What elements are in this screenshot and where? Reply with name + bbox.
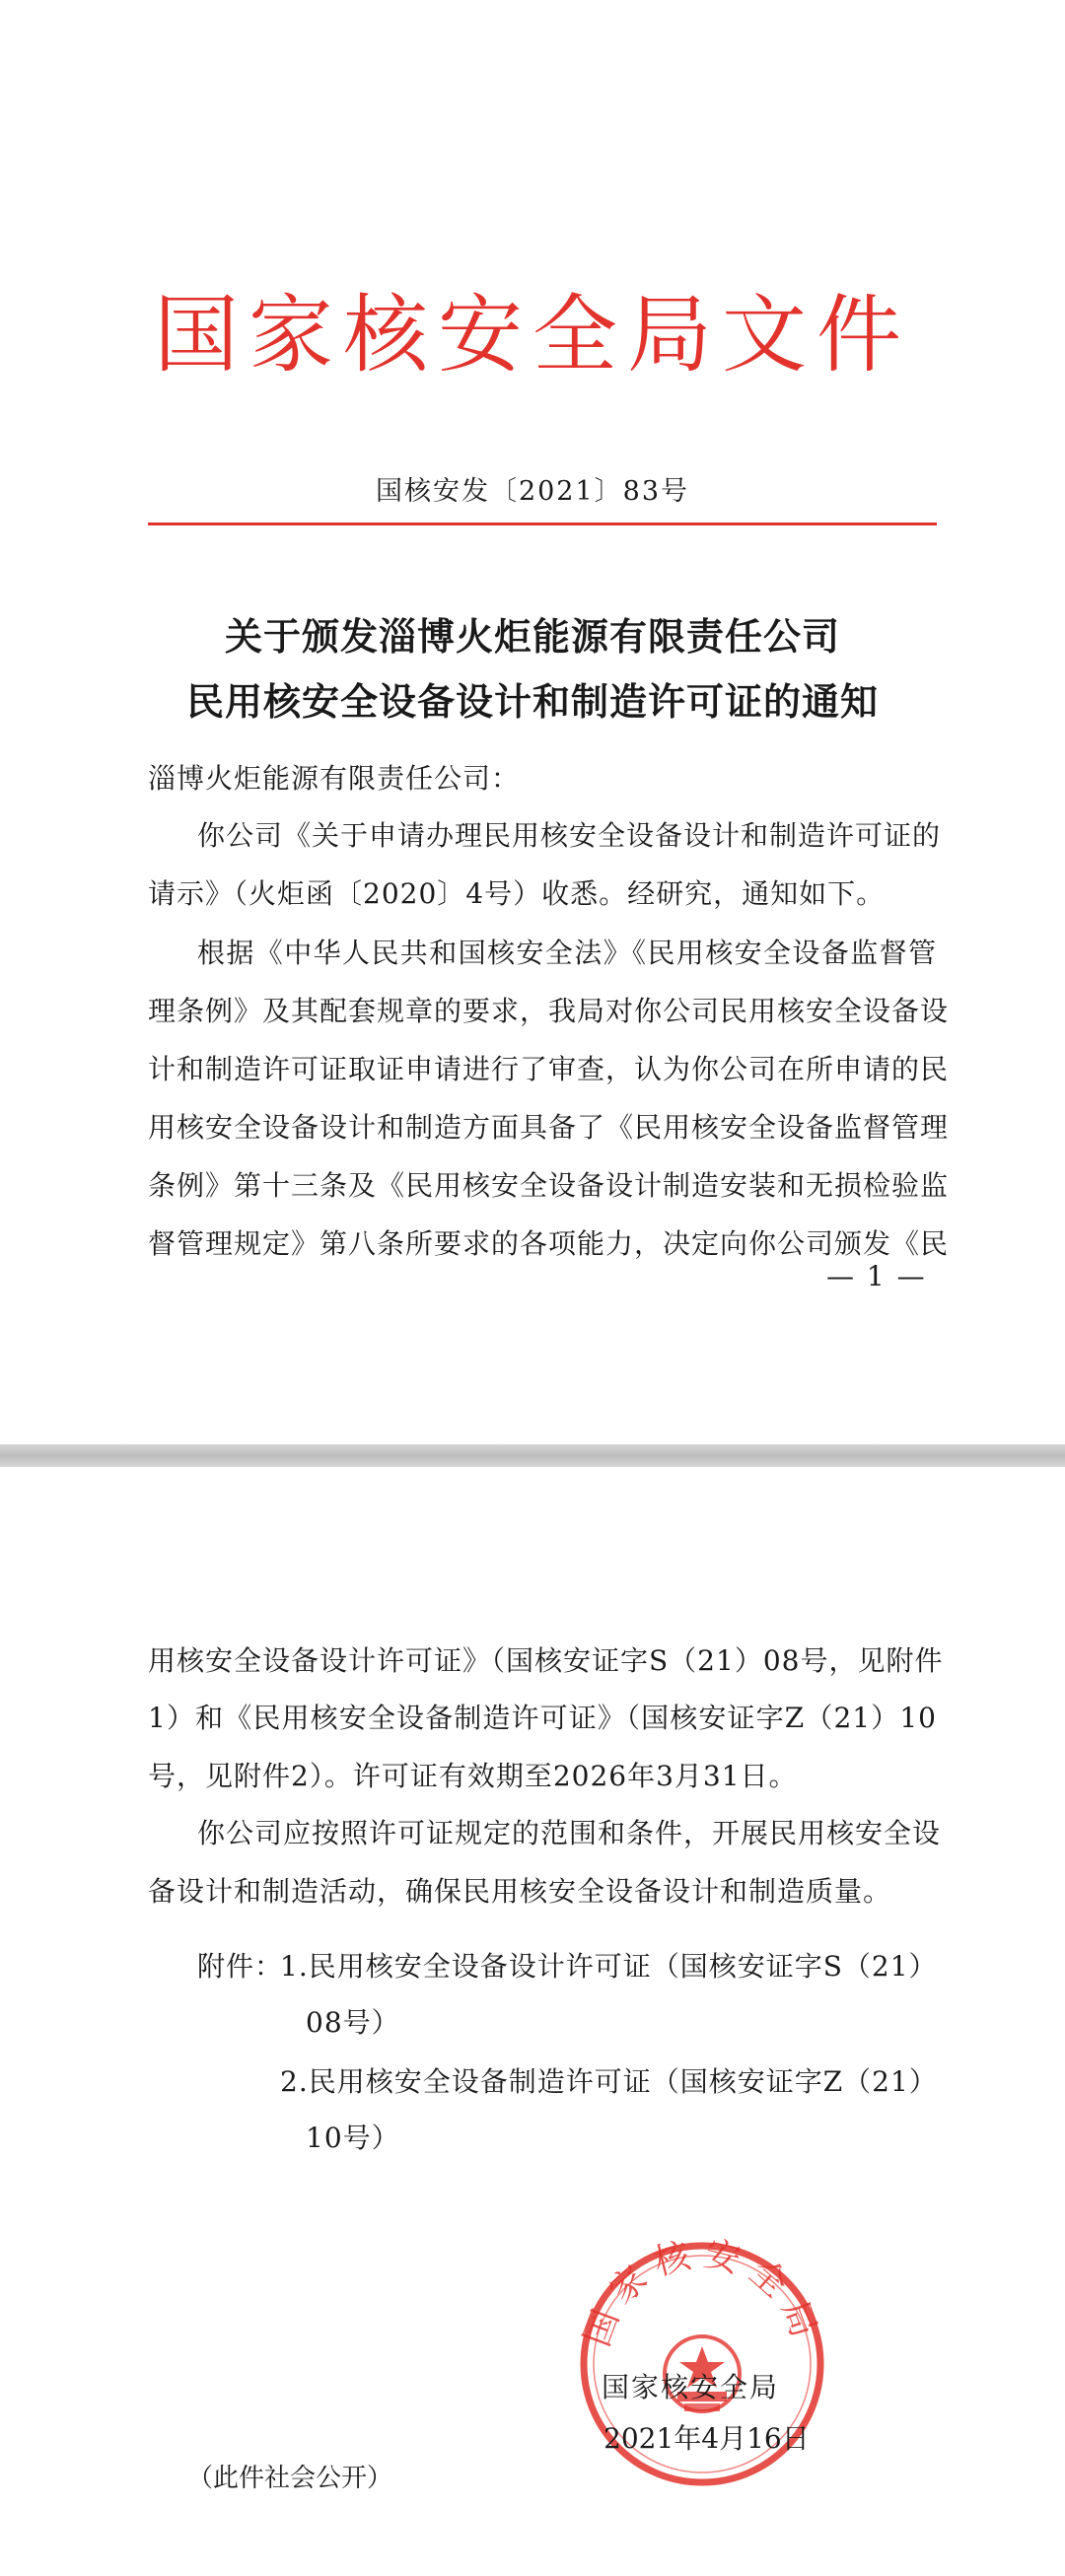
attachment-item-1-cont: 08号） <box>306 2006 400 2039</box>
red-divider <box>148 522 937 525</box>
paragraph-line: 根据《中华人民共和国核安全法》《民用核安全设备监督管 <box>197 937 937 969</box>
public-disclosure-note: （此件社会公开） <box>187 2464 393 2493</box>
page-separator <box>0 1444 1065 1467</box>
issue-date: 2021年4月16日 <box>604 2422 810 2455</box>
seal-text: 国家核安全局 <box>577 2236 827 2352</box>
paragraph-line: 理条例》及其配套规章的要求，我局对你公司民用核安全设备设 <box>148 995 950 1027</box>
paragraph-line: 请示》（火炬函〔2020〕4号）收悉。经研究，通知如下。 <box>148 877 886 910</box>
attachment-item-1: 1.民用核安全设备设计许可证（国核安证字S（21） <box>280 1950 938 1983</box>
page-number: — 1 — <box>826 1260 927 1292</box>
document-page-2 <box>0 1467 1065 2576</box>
paragraph-line: 计和制造许可证取证申请进行了审查，认为你公司在所申请的民 <box>148 1053 950 1085</box>
paragraph-line: 督管理规定》第八条所要求的各项能力，决定向你公司颁发《民 <box>148 1227 950 1260</box>
paragraph-line: 你公司《关于申请办理民用核安全设备设计和制造许可证的 <box>197 819 942 852</box>
signer: 国家核安全局 <box>602 2371 780 2403</box>
notice-title-line-1: 关于颁发淄博火炬能源有限责任公司 <box>224 615 840 659</box>
attachment-item-2: 2.民用核安全设备制造许可证（国核安证字Z（21） <box>280 2065 938 2098</box>
paragraph-line: 条例》第十三条及《民用核安全设备设计制造安装和无损检验监 <box>148 1169 950 1202</box>
paragraph-line: 1）和《民用核安全设备制造许可证》（国核安证字Z（21）10 <box>148 1702 937 1734</box>
attachments-label: 附件： <box>197 1950 284 1983</box>
document-header-title: 国家核安全局文件 <box>154 286 911 384</box>
paragraph-line: 号，见附件2）。许可证有效期至2026年3月31日。 <box>148 1760 798 1792</box>
document-number: 国核安发〔2021〕83号 <box>375 476 690 507</box>
recipient: 淄博火炬能源有限责任公司： <box>148 762 521 795</box>
paragraph-line: 用核安全设备设计许可证》（国核安证字S（21）08号，见附件 <box>148 1644 944 1677</box>
paragraph-line: 备设计和制造活动，确保民用核安全设备设计和制造质量。 <box>148 1875 892 1908</box>
paragraph-line: 用核安全设备设计和制造方面具备了《民用核安全设备监督管理 <box>148 1111 950 1144</box>
paragraph-line: 你公司应按照许可证规定的范围和条件，开展民用核安全设 <box>197 1817 942 1849</box>
attachment-item-2-cont: 10号） <box>306 2122 400 2154</box>
notice-title-line-2: 民用核安全设备设计和制造许可证的通知 <box>185 680 879 724</box>
